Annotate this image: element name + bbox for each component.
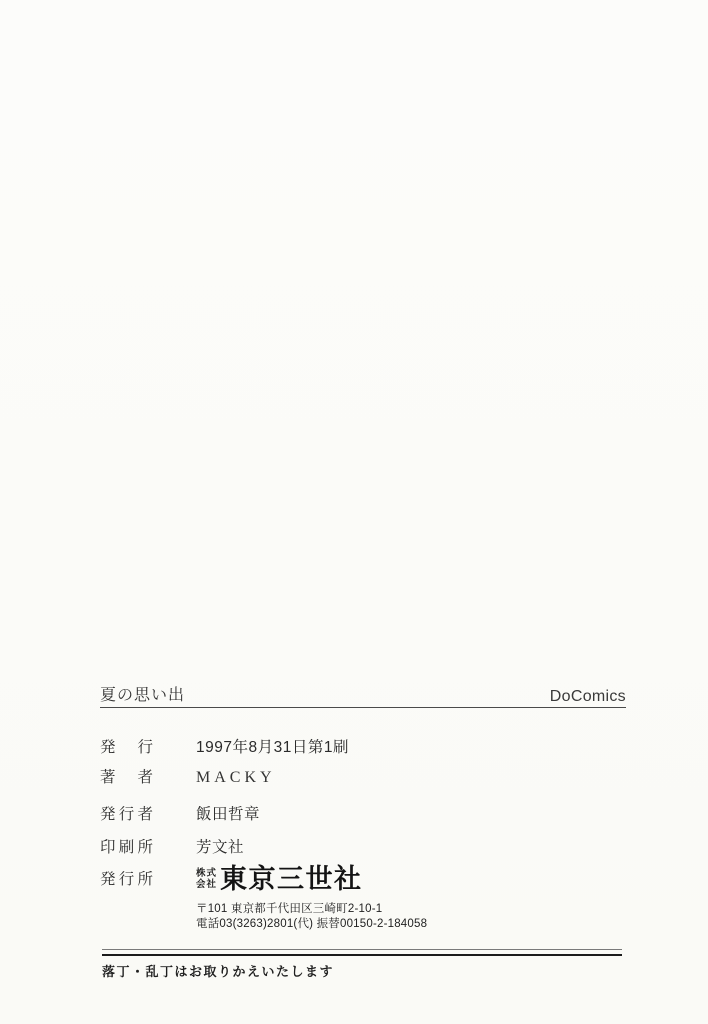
publisher-company <box>196 866 363 893</box>
double-rule-divider <box>102 949 622 957</box>
row-value-printer-name: 芳文社 <box>196 839 245 856</box>
author-row <box>100 769 626 787</box>
publication-date-row <box>100 735 626 757</box>
page-footer <box>102 949 622 980</box>
colophon-header <box>100 686 626 708</box>
row-value-issuer-name: 飯田哲章 <box>196 806 261 823</box>
address-line: 〒101 東京都千代田区三崎町2-10-1 <box>196 903 383 915</box>
row-label-publication: 発 行 <box>100 739 153 756</box>
publisher-address <box>196 902 427 932</box>
printer-row <box>100 835 626 857</box>
issuer-row <box>100 802 626 824</box>
publisher-company-name: 東京三世社 <box>220 864 363 894</box>
kk-prefix-top: 株式 <box>196 867 218 879</box>
row-label-printer: 印刷所 <box>100 839 153 856</box>
imprint-logo: DoComics <box>549 688 626 705</box>
kk-prefix-bottom: 会社 <box>196 878 218 890</box>
kabushiki-gaisha-prefix <box>196 869 217 891</box>
row-label-issuer: 発行者 <box>100 806 153 823</box>
replacement-notice: 落丁・乱丁はお取りかえいたします <box>102 964 335 979</box>
row-label-publisher: 発行所 <box>100 870 153 888</box>
row-label-author: 著 者 <box>100 769 153 786</box>
phone-transfer-line: 電話03(3263)2801(代) 振替00150-2-184058 <box>196 918 428 931</box>
book-title: 夏の思い出 <box>100 687 186 704</box>
publisher-row <box>100 866 626 893</box>
row-value-author-name: MACKY <box>196 769 276 786</box>
row-value-publication-date: 1997年8月31日第1刷 <box>196 739 349 756</box>
